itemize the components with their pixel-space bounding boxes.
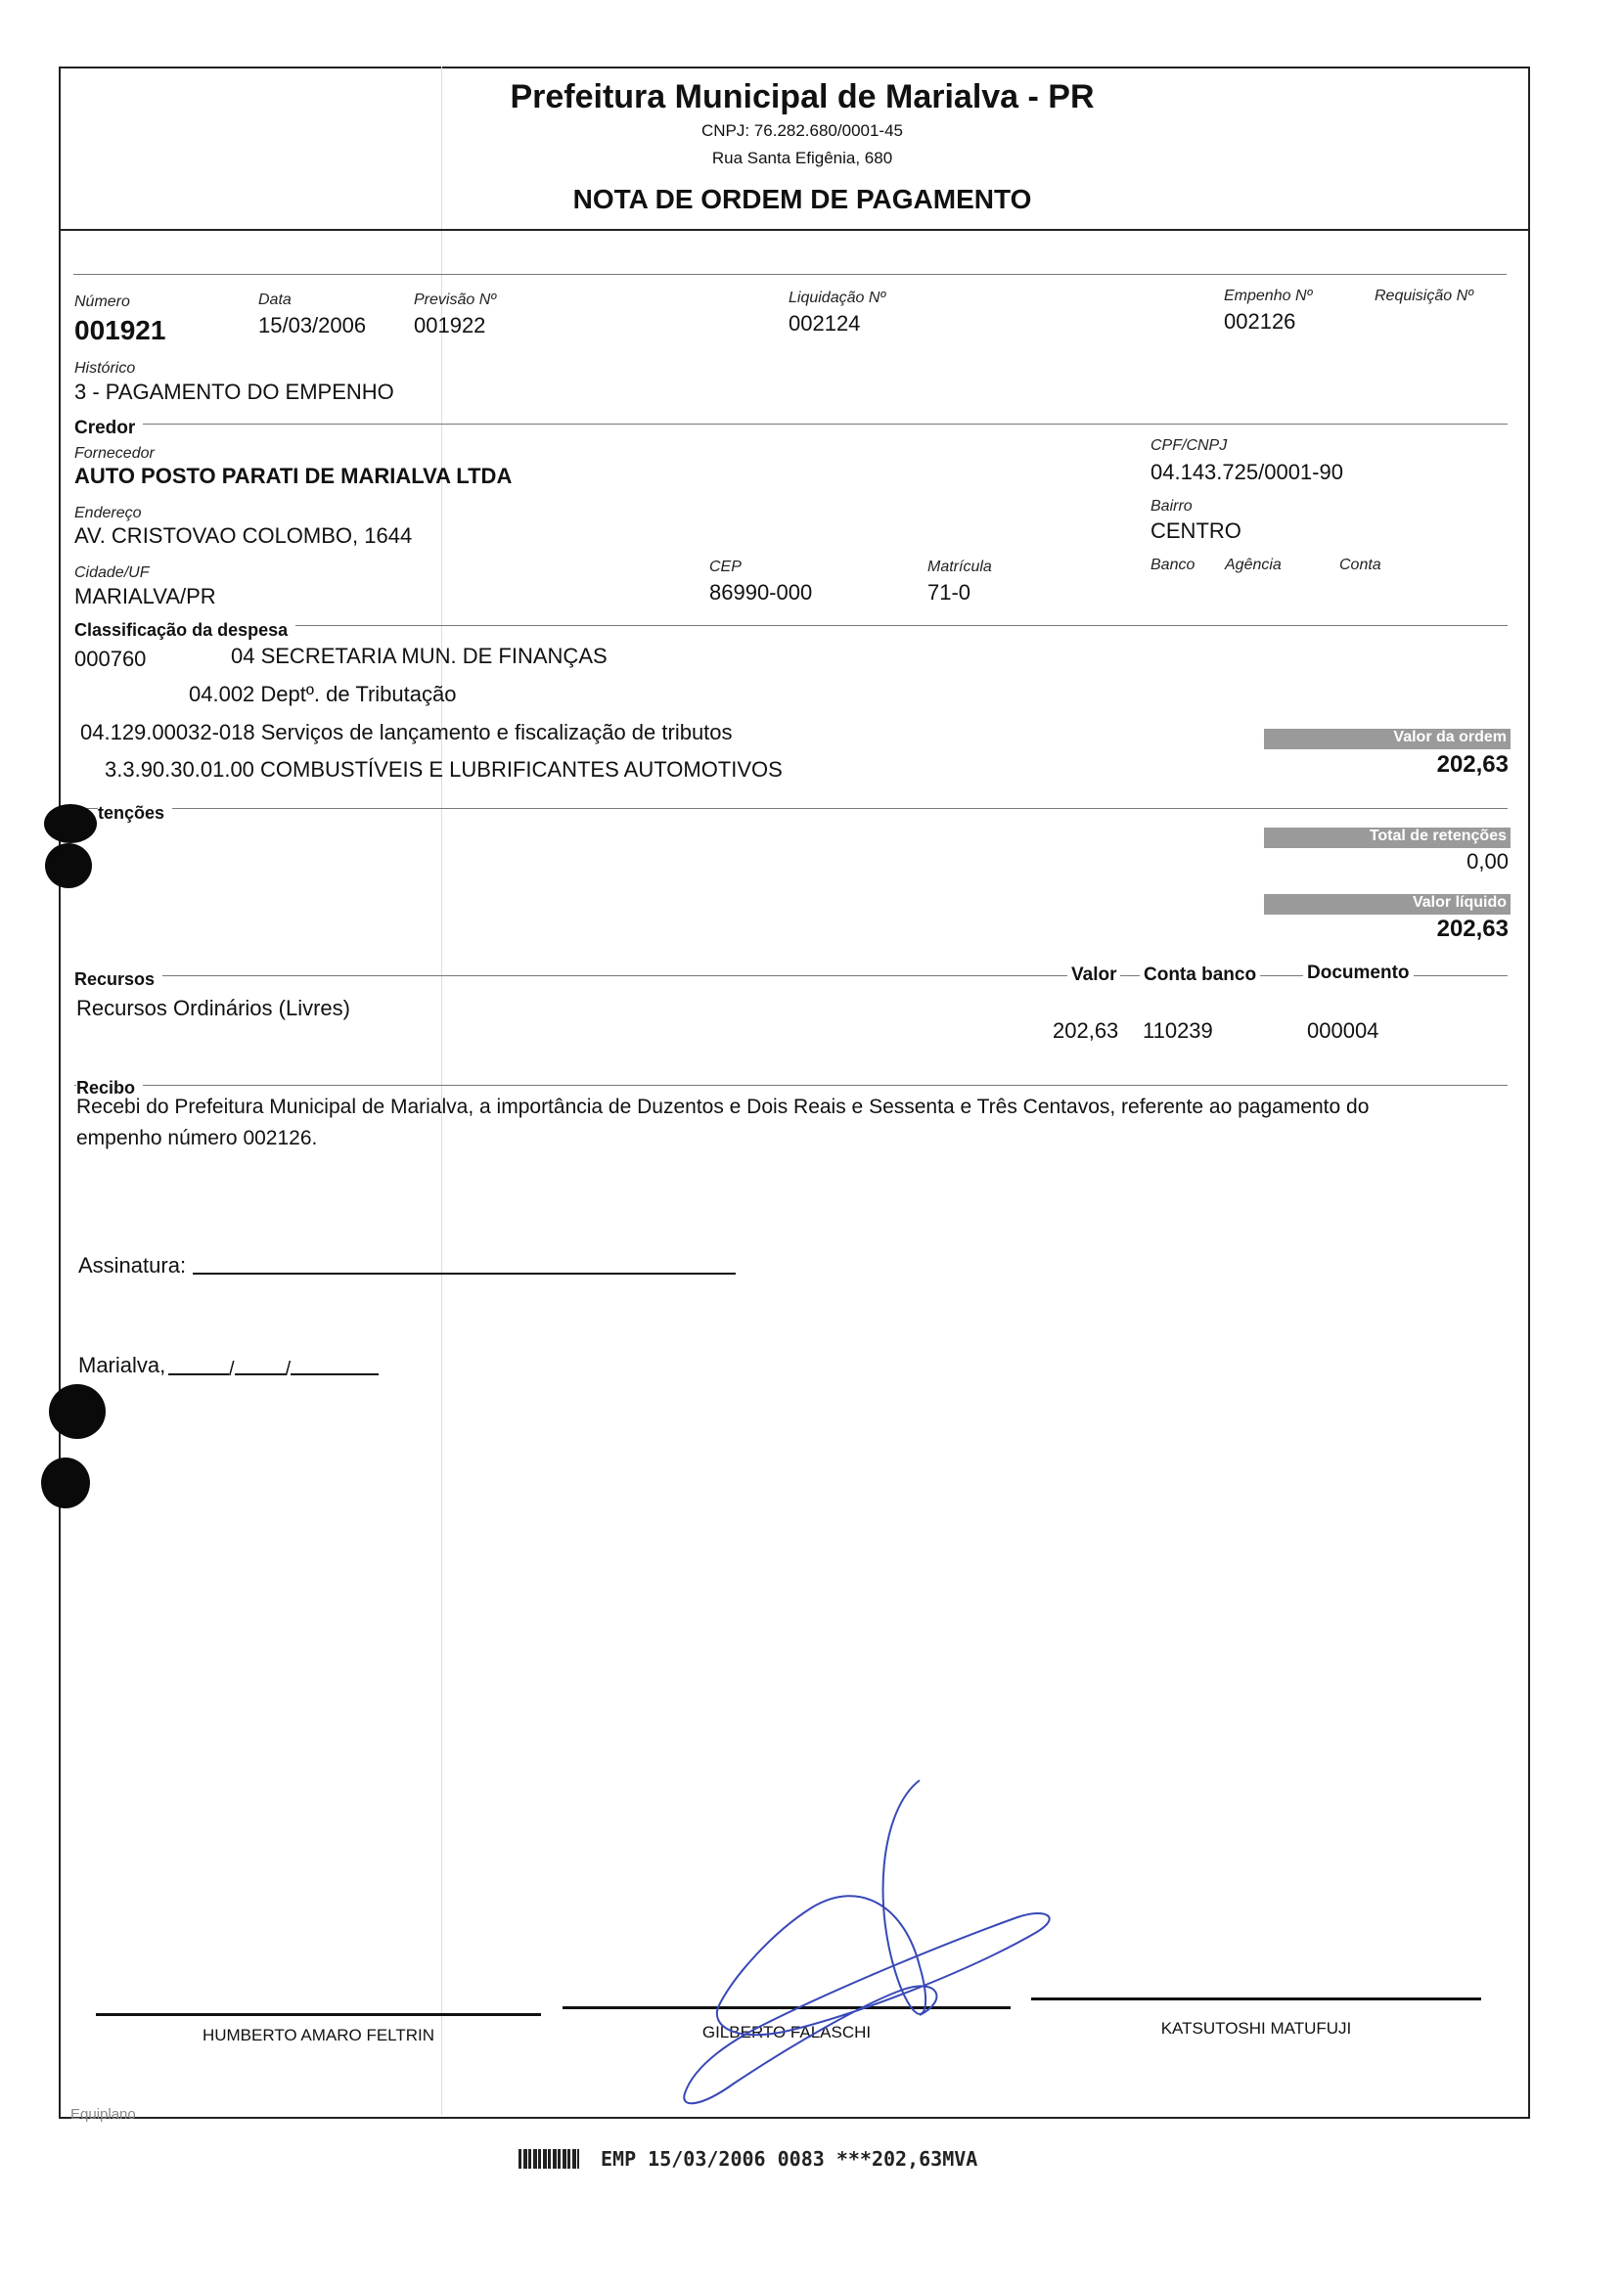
historico-label: Histórico [74, 360, 136, 377]
numero-value: 001921 [74, 315, 166, 345]
liquidacao-value: 002124 [789, 311, 861, 336]
recursos-descricao: Recursos Ordinários (Livres) [76, 996, 350, 1020]
total-retencoes-value: 0,00 [1466, 849, 1509, 874]
date-blank: / / [168, 1354, 379, 1381]
binder-hole-1 [44, 804, 97, 843]
credor-divider [74, 424, 1508, 425]
classificacao-combustiveis: 3.3.90.30.01.00 COMBUSTÍVEIS E LUBRIFICANTES AUTOMOTIVOS [105, 757, 783, 782]
data-value: 15/03/2006 [258, 313, 367, 337]
endereco-value: AV. CRISTOVAO COLOMBO, 1644 [74, 523, 413, 548]
total-retencoes-header [1264, 828, 1511, 848]
marialva-date-label: Marialva, [78, 1353, 166, 1377]
numero-label: Número [74, 293, 130, 310]
footer-brand: Equiplano [70, 2106, 136, 2123]
signature-name-3: KATSUTOSHI MATUFUJI [1160, 2019, 1352, 2038]
classificacao-servicos: 04.129.00032-018 Serviços de lançamento e fiscalização de tributos [80, 720, 733, 744]
recursos-documento: 000004 [1307, 1018, 1379, 1043]
recibo-divider [74, 1085, 1508, 1086]
recursos-section-title: Recursos [74, 969, 162, 990]
info-divider [73, 274, 1507, 275]
header-cnpj: CNPJ: 76.282.680/0001-45 [700, 121, 904, 140]
cep-label: CEP [709, 559, 742, 575]
retencoes-divider [74, 808, 1508, 809]
recursos-conta-header: Conta banco [1140, 965, 1260, 986]
assinatura-label: Assinatura: [78, 1253, 187, 1278]
footer-stamp: EMP 15/03/2006 0083 ***202,63MVA [601, 2147, 978, 2171]
empenho-label: Empenho Nº [1224, 288, 1313, 304]
fold-line [441, 67, 442, 2115]
recursos-conta: 110239 [1143, 1018, 1213, 1043]
requisicao-label: Requisição Nº [1375, 288, 1473, 304]
binder-hole-2 [45, 843, 92, 888]
matricula-value: 71-0 [927, 580, 971, 605]
classificacao-depto: 04.002 Deptº. de Tributação [189, 682, 457, 706]
assinatura-line [193, 1273, 736, 1275]
header-divider [59, 229, 1528, 231]
classificacao-section-title: Classificação da despesa [74, 620, 295, 641]
fornecedor-value: AUTO POSTO PARATI DE MARIALVA LTDA [74, 464, 513, 488]
footer-barcode-icon [519, 2149, 579, 2169]
valor-ordem-header [1264, 729, 1511, 749]
recursos-valor: 202,63 [1053, 1018, 1119, 1043]
cpf-value: 04.143.725/0001-90 [1150, 460, 1343, 484]
historico-value: 3 - PAGAMENTO DO EMPENHO [74, 380, 394, 404]
classificacao-secretaria: 04 SECRETARIA MUN. DE FINANÇAS [231, 644, 608, 668]
previsao-value: 001922 [414, 313, 486, 337]
recursos-documento-header: Documento [1303, 963, 1414, 984]
endereco-label: Endereço [74, 505, 142, 521]
empenho-value: 002126 [1224, 309, 1296, 334]
binder-hole-4 [41, 1458, 90, 1508]
agencia-label: Agência [1225, 557, 1282, 573]
matricula-label: Matrícula [927, 559, 992, 575]
bairro-label: Bairro [1150, 498, 1193, 515]
recibo-text-line2: empenho número 002126. [76, 1127, 318, 1149]
signature-line-3 [1031, 1997, 1481, 2000]
data-label: Data [258, 292, 292, 308]
page-title: Prefeitura Municipal de Marialva - PR [510, 78, 1095, 115]
recibo-text-line1: Recebi do Prefeitura Municipal de Marialva, a importância de Duzentos e Dois Reais e Sessenta e Três Centavos, referente ao pagamento do [76, 1096, 1370, 1118]
valor-liquido-header [1264, 894, 1511, 915]
signature-name-2: GILBERTO FALASCHI [701, 2023, 872, 2041]
credor-section-title: Credor [74, 418, 143, 439]
recursos-divider [74, 975, 1508, 976]
liquidacao-label: Liquidação Nº [789, 290, 886, 306]
cpf-label: CPF/CNPJ [1150, 437, 1228, 454]
recursos-valor-header: Valor [1067, 965, 1120, 986]
header-address: Rua Santa Efigênia, 680 [711, 149, 893, 167]
handwritten-signature [626, 1771, 1076, 2123]
document-title: NOTA DE ORDEM DE PAGAMENTO [572, 184, 1032, 214]
signature-line-1 [96, 2013, 541, 2016]
valor-ordem-value: 202,63 [1436, 751, 1509, 778]
valor-liquido-label: Valor líquido [1412, 894, 1507, 911]
signature-name-1: HUMBERTO AMARO FELTRIN [202, 2026, 435, 2044]
cep-value: 86990-000 [709, 580, 813, 605]
retencoes-section-title: tenções [98, 803, 172, 824]
total-retencoes-label: Total de retenções [1369, 828, 1507, 844]
previsao-label: Previsão Nº [414, 292, 497, 308]
conta-label: Conta [1339, 557, 1381, 573]
cidade-label: Cidade/UF [74, 564, 150, 581]
recibo-section-title: Recibo [76, 1078, 143, 1099]
binder-hole-3 [49, 1384, 106, 1439]
valor-ordem-label: Valor da ordem [1393, 729, 1507, 745]
classificacao-code: 000760 [74, 647, 147, 671]
banco-label: Banco [1150, 557, 1195, 573]
fornecedor-label: Fornecedor [74, 445, 155, 462]
cidade-value: MARIALVA/PR [74, 584, 216, 608]
bairro-value: CENTRO [1150, 518, 1241, 543]
valor-liquido-value: 202,63 [1436, 916, 1509, 942]
